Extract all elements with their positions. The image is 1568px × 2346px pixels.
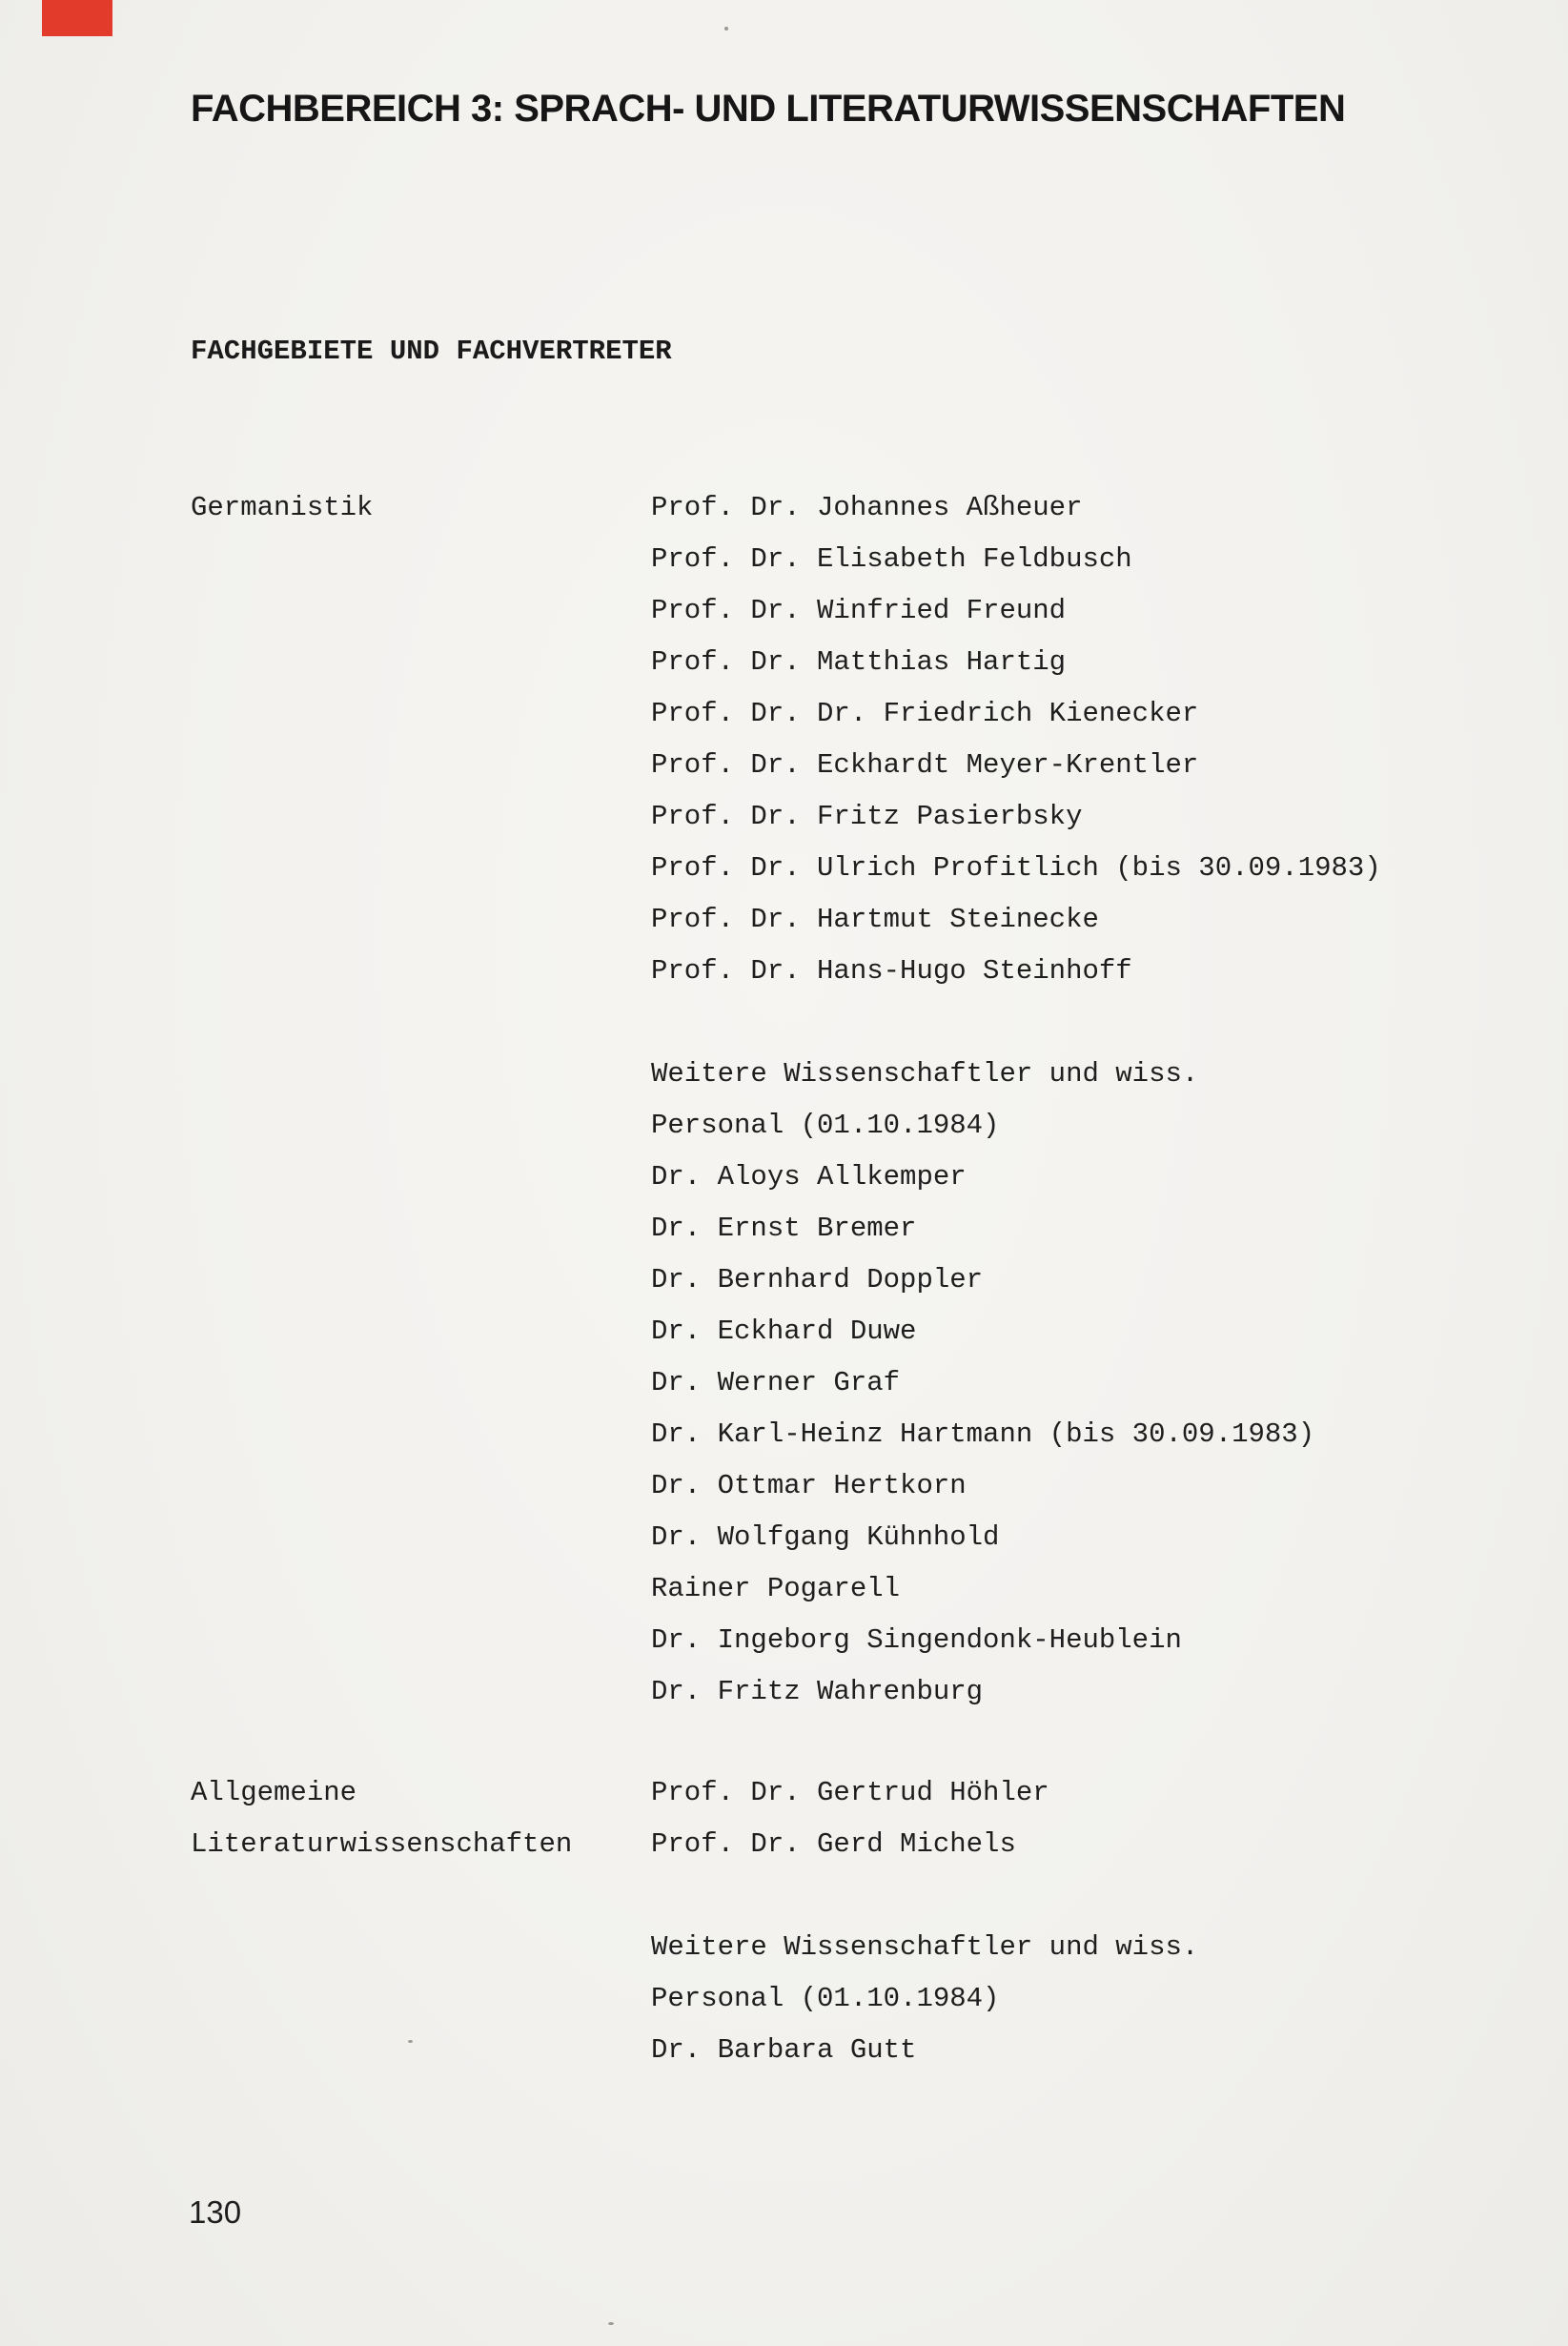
text-line: Prof. Dr. Gerd Michels [651, 1828, 1016, 1860]
subject-label-germanistik [191, 482, 651, 534]
text-line: Prof. Dr. Eckhardt Meyer-Krentler [651, 749, 1199, 781]
section-allgemeine-literaturwissenschaften [191, 1767, 1198, 2076]
staff-list [651, 1922, 1198, 2076]
text-line: Weitere Wissenschaftler und wiss. [651, 1931, 1199, 1963]
section-content [651, 482, 1381, 1718]
text-line: Dr. Ernst Bremer [651, 1213, 917, 1244]
text-line: Personal (01.10.1984) [651, 1110, 1000, 1141]
section-content [651, 1767, 1198, 2076]
text-line: Prof. Dr. Hartmut Steinecke [651, 904, 1099, 935]
text-line: Prof. Dr. Fritz Pasierbsky [651, 801, 1083, 832]
text-line: Dr. Karl-Heinz Hartmann (bis 30.09.1983) [651, 1418, 1315, 1450]
text-line: Germanistik [191, 492, 374, 523]
text-line: Prof. Dr. Dr. Friedrich Kienecker [651, 698, 1199, 729]
text-line: Dr. Bernhard Doppler [651, 1264, 984, 1295]
scan-speck [608, 2322, 614, 2325]
text-line: Prof. Dr. Elisabeth Feldbusch [651, 543, 1132, 575]
subject-label-allgemeine-literaturwissenschaften [191, 1767, 651, 1870]
page-number: 130 [189, 2194, 242, 2230]
section-heading: FACHGEBIETE UND FACHVERTRETER [191, 336, 672, 367]
text-line: Dr. Fritz Wahrenburg [651, 1676, 984, 1707]
text-line: Prof. Dr. Winfried Freund [651, 595, 1067, 626]
text-line: Allgemeine [191, 1777, 357, 1808]
text-line: Prof. Dr. Hans-Hugo Steinhoff [651, 955, 1132, 987]
text-line: Weitere Wissenschaftler und wiss. [651, 1058, 1199, 1090]
page-title: FACHBEREICH 3: SPRACH- UND LITERATURWISSENSCHAFTEN [191, 88, 1346, 130]
staff-list [651, 1049, 1381, 1718]
text-line: Dr. Eckhard Duwe [651, 1316, 917, 1347]
text-line: Rainer Pogarell [651, 1573, 901, 1604]
text-line: Dr. Aloys Allkemper [651, 1161, 967, 1193]
text-line: Prof. Dr. Gertrud Höhler [651, 1777, 1049, 1808]
text-line: Prof. Dr. Johannes Aßheuer [651, 492, 1083, 523]
professors-list [651, 482, 1381, 997]
text-line: Literaturwissenschaften [191, 1828, 573, 1860]
text-line: Dr. Ottmar Hertkorn [651, 1470, 967, 1501]
section-germanistik [191, 482, 1381, 1718]
text-line: Dr. Wolfgang Kühnhold [651, 1521, 1000, 1553]
text-line: Dr. Ingeborg Singendonk-Heublein [651, 1624, 1182, 1656]
scan-speck [724, 27, 728, 31]
professors-list [651, 1767, 1198, 1870]
scan-red-mark [42, 0, 112, 36]
text-line: Prof. Dr. Ulrich Profitlich (bis 30.09.1983) [651, 852, 1381, 884]
text-line: Personal (01.10.1984) [651, 1983, 1000, 2014]
text-line: Prof. Dr. Matthias Hartig [651, 646, 1067, 678]
text-line: Dr. Barbara Gutt [651, 2034, 917, 2066]
text-line: Dr. Werner Graf [651, 1367, 901, 1398]
